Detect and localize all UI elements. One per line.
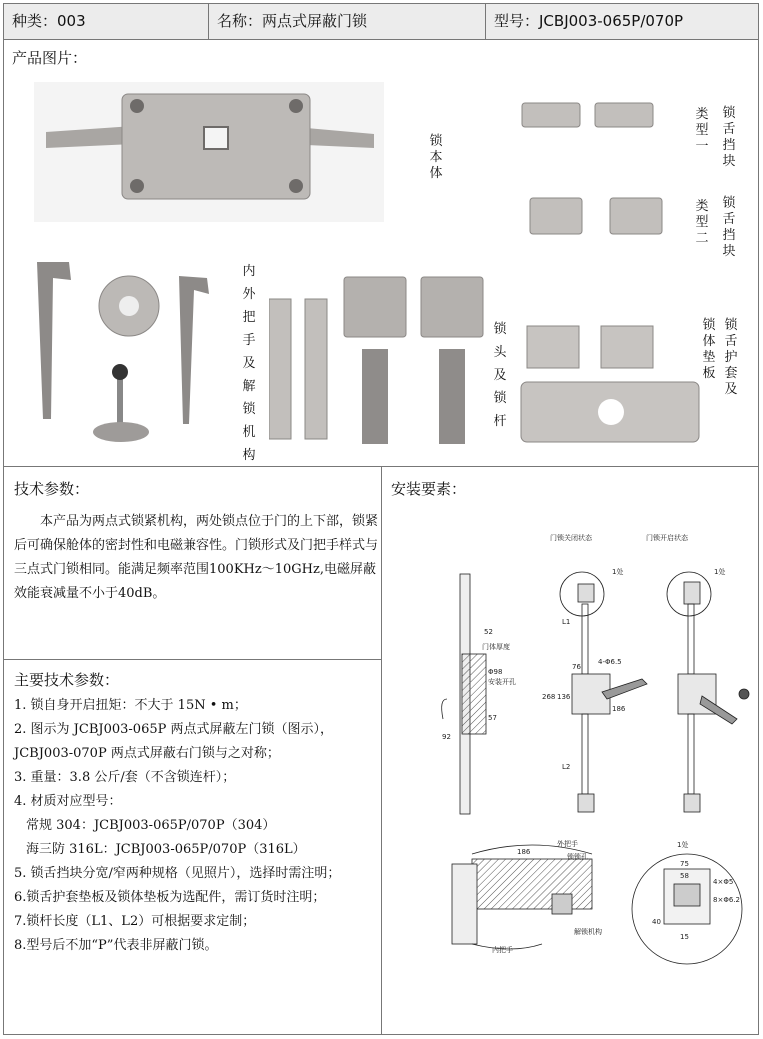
name-cell: 名称：两点式屏蔽门锁 [209, 4, 486, 39]
main-specs-list [14, 694, 382, 958]
svg-text:L1: L1 [562, 618, 571, 626]
svg-text:92: 92 [442, 733, 451, 741]
type1-strike-blocks-photo [519, 99, 669, 131]
svg-text:外把手: 外把手 [557, 840, 578, 848]
category-cell: 种类：003 [4, 4, 209, 39]
spec-item: 海三防 316L：JCBJ003-065P/070P（316L） [26, 842, 306, 857]
spec-item: 1. 锁自身开启扭矩：不大于 15N • m； [14, 698, 247, 713]
svg-text:8×Φ6.2: 8×Φ6.2 [713, 896, 740, 904]
svg-text:1处: 1处 [612, 568, 624, 576]
svg-text:L2: L2 [562, 763, 571, 771]
spec-item: 8.型号后不加“P”代表非屏蔽门锁。 [14, 938, 218, 953]
install-title: 安装要素： [391, 480, 467, 498]
svg-text:安装开孔: 安装开孔 [488, 678, 516, 686]
svg-text:1处: 1处 [714, 568, 726, 576]
svg-text:186: 186 [517, 848, 531, 856]
type2-strike-blocks-photo [524, 194, 674, 239]
svg-text:解锁机构: 解锁机构 [574, 928, 602, 936]
svg-text:内把手: 内把手 [492, 946, 513, 954]
open-state-label: 门锁开启状态 [646, 534, 688, 542]
main-specs-title: 主要技术参数： [14, 671, 120, 689]
product-images-title: 产品图片： [12, 49, 88, 67]
handles-photo [29, 254, 239, 464]
spec-item: 5. 锁舌挡块分宽/窄两种规格（见照片），选择时需注明； [14, 866, 341, 881]
svg-text:186: 186 [612, 705, 626, 713]
spec-item: 6.锁舌护套垫板及锁体垫板为选配件，需订货时注明； [14, 890, 326, 905]
pads-photo [519, 322, 704, 447]
svg-text:75: 75 [680, 860, 689, 868]
lock-body-photo [34, 82, 384, 222]
type1-right-label: 锁舌挡块 [722, 106, 736, 169]
svg-text:门体厚度: 门体厚度 [482, 643, 510, 651]
tech-paragraph: 本产品为两点式锁紧机构，两处锁点位于门的上下部，锁紧后可确保舱体的密封性和电磁兼容性。门锁形式及门把手样式与三点式门锁相同。能满足频率范围100KHz～10GHz,电磁屏蔽效能衰减量不小于40dB。 [14, 514, 379, 601]
type2-left-label: 类型二 [695, 199, 709, 246]
header-row [4, 4, 758, 40]
spec-item: 7.锁杆长度（L1、L2）可根据要求定制； [14, 914, 256, 929]
closed-state-label: 门锁关闭状态 [550, 534, 592, 542]
svg-text:268: 268 [542, 693, 556, 701]
pad-right-label: 锁舌护套及 [724, 318, 738, 397]
spec-item: 3. 重量：3.8 公斤/套（不含锁连杆）； [14, 770, 236, 785]
svg-text:57: 57 [488, 714, 497, 722]
svg-text:Φ98: Φ98 [488, 668, 503, 676]
svg-text:136: 136 [557, 693, 571, 701]
tech-title: 技术参数： [14, 480, 90, 498]
spec-sheet [3, 3, 759, 1035]
spec-item: 2. 图示为 JCBJ003-065P 两点式屏蔽左门锁（图示）， [14, 722, 333, 737]
svg-text:4×Φ5: 4×Φ5 [713, 878, 734, 886]
type2-right-label: 锁舌挡块 [722, 196, 736, 259]
spec-item: 4. 材质对应型号： [14, 794, 122, 809]
svg-text:锁锁孔: 锁锁孔 [567, 853, 588, 861]
installation-drawing [402, 524, 757, 1029]
svg-text:76: 76 [572, 663, 581, 671]
spec-item: 常规 304：JCBJ003-065P/070P（304） [26, 818, 276, 833]
svg-text:52: 52 [484, 628, 493, 636]
svg-text:58: 58 [680, 872, 689, 880]
handles-label: 内外把手及解锁机构 [242, 264, 256, 463]
lockhead-label: 锁头及锁杆 [493, 322, 507, 429]
svg-text:15: 15 [680, 933, 689, 941]
type1-left-label: 类型一 [695, 107, 709, 154]
pad-left-label: 锁体垫板 [702, 318, 716, 381]
svg-text:40: 40 [652, 918, 661, 926]
model-cell: 型号：JCBJ003-065P/070P [494, 12, 684, 30]
svg-text:4-Φ6.5: 4-Φ6.5 [598, 658, 622, 666]
svg-text:1处: 1处 [677, 841, 689, 849]
lock-body-label: 锁本体 [429, 134, 443, 181]
lockhead-rods-photo [269, 274, 494, 449]
spec-item: JCBJ003-070P 两点式屏蔽右门锁与之对称； [14, 746, 280, 761]
